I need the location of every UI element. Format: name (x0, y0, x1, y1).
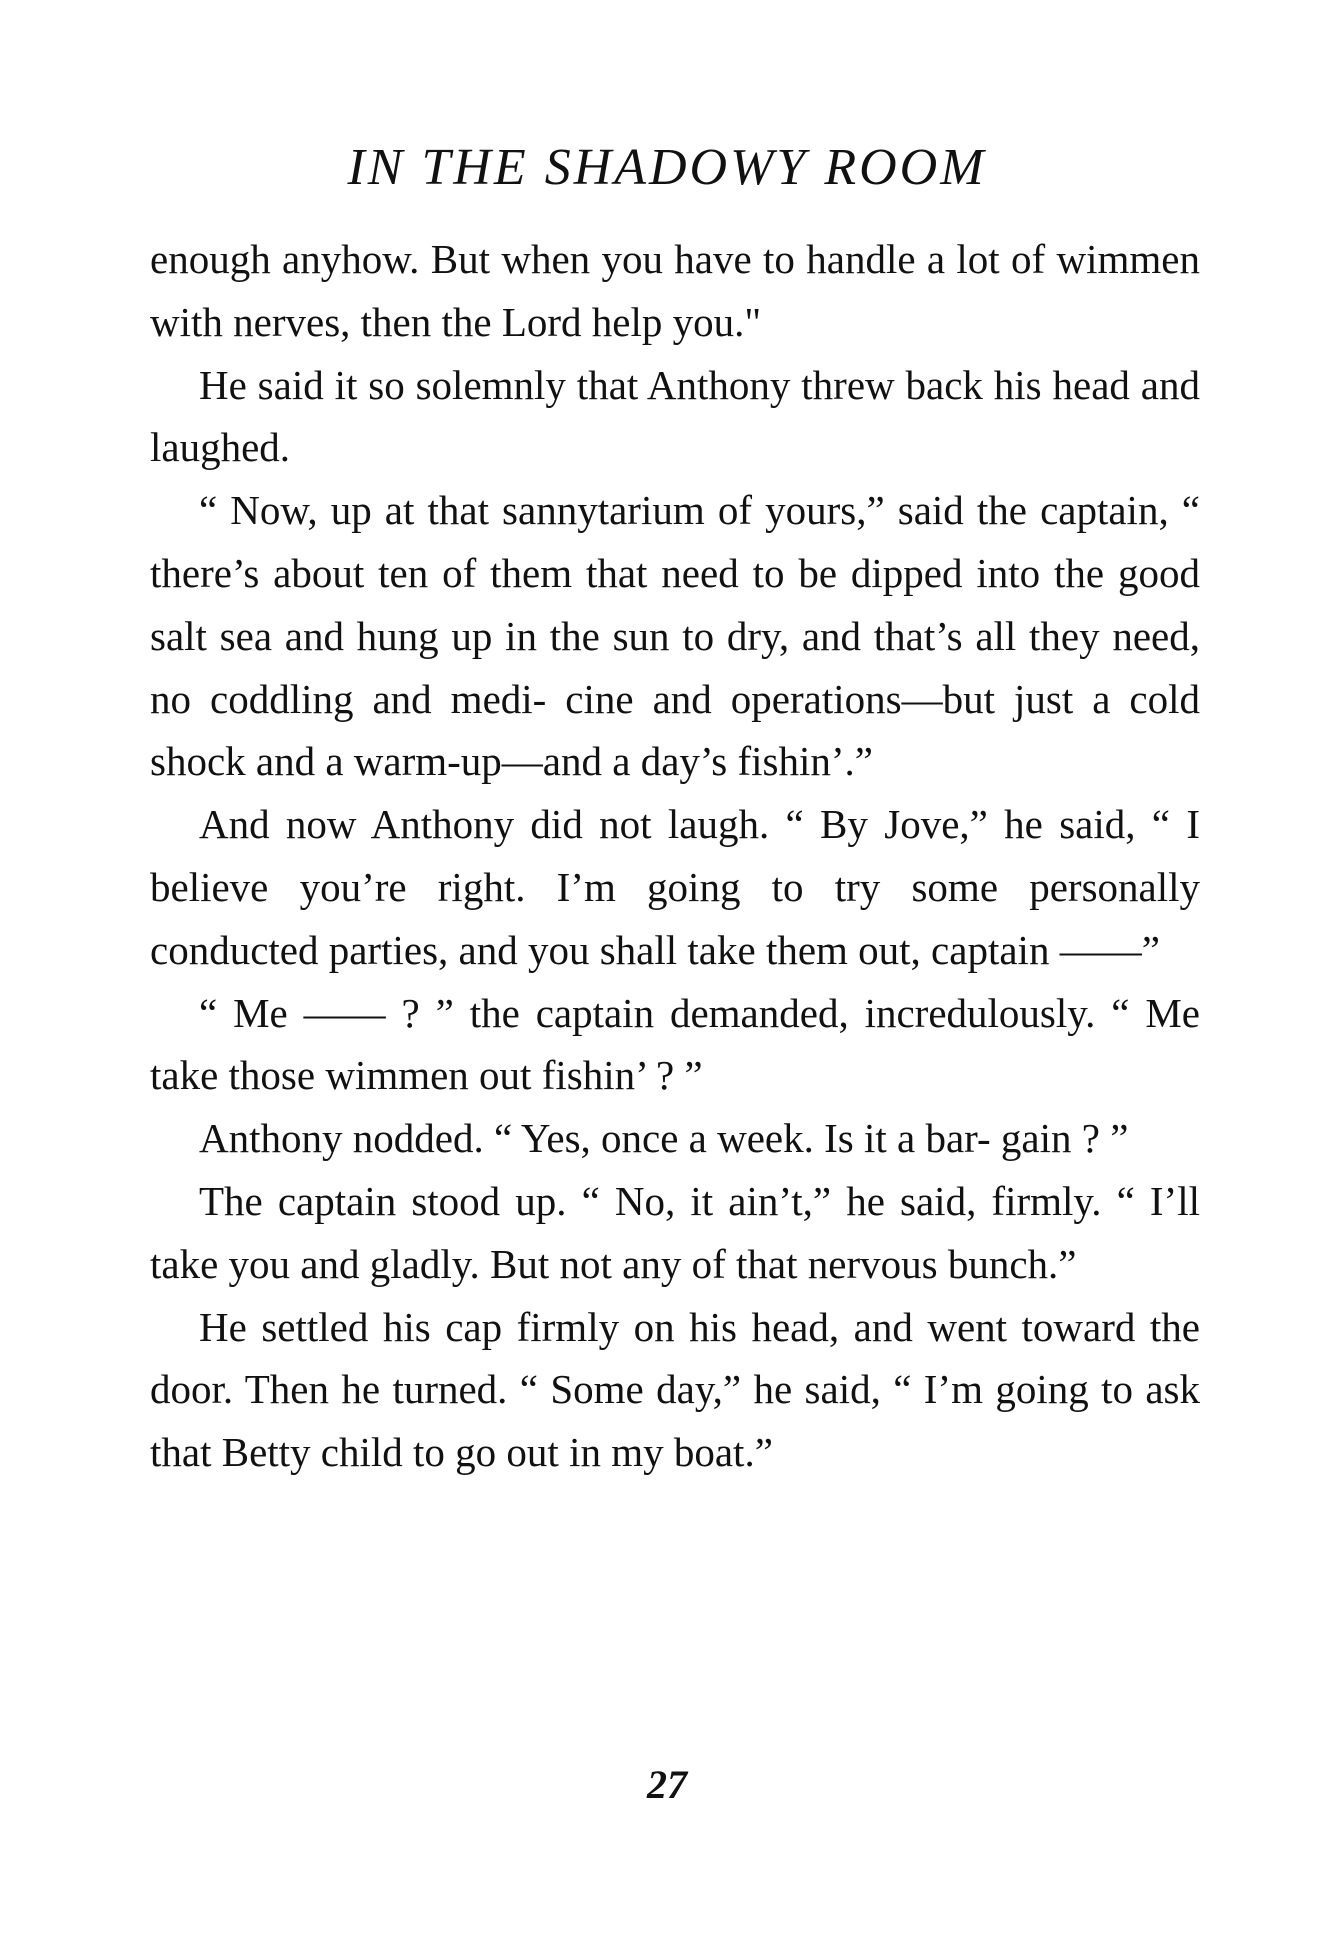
page-number: 27 (647, 1762, 687, 1807)
paragraph: He settled his cap firmly on his head, and went toward the door. Then he turned. “ Some day,” he said, “ I’m going to ask that Betty child to go out in my boat.” (150, 1303, 1200, 1476)
paragraph: The captain stood up. “ No, it ain’t,” he said, firmly. “ I’ll take you and gladly. But not any of that nervous bunch.” (150, 1177, 1200, 1287)
body-text (150, 228, 1200, 1484)
paragraph: “ Me —— ? ” the captain demanded, incredulously. “ Me take those wimmen out fishin’ ? ” (150, 989, 1200, 1099)
paragraph: And now Anthony did not laugh. “ By Jove,” he said, “ I believe you’re right. I’m going to try some personally conducted parties, and you shall take them out, captain ——” (150, 801, 1200, 973)
running-head: IN THE SHADOWY ROOM (347, 139, 987, 196)
paragraph: He said it so solemnly that Anthony threw back his head and laughed. (150, 361, 1200, 471)
paragraph: “ Now, up at that sannytarium of yours,” said the captain, “ there’s about ten of them that need to be dipped into the good salt sea and hung up in the sun to dry, and that’s all they need, no coddling and medi- cine and operations—but just a cold shock and a warm-up—and a day’s fishin’.” (150, 487, 1200, 785)
paragraph: Anthony nodded. “ Yes, once a week. Is it a bar- gain ? ” (199, 1115, 1129, 1162)
paragraph-continued: enough anyhow. But when you have to handle a lot of wimmen with nerves, then the Lord help you." (150, 236, 1200, 345)
